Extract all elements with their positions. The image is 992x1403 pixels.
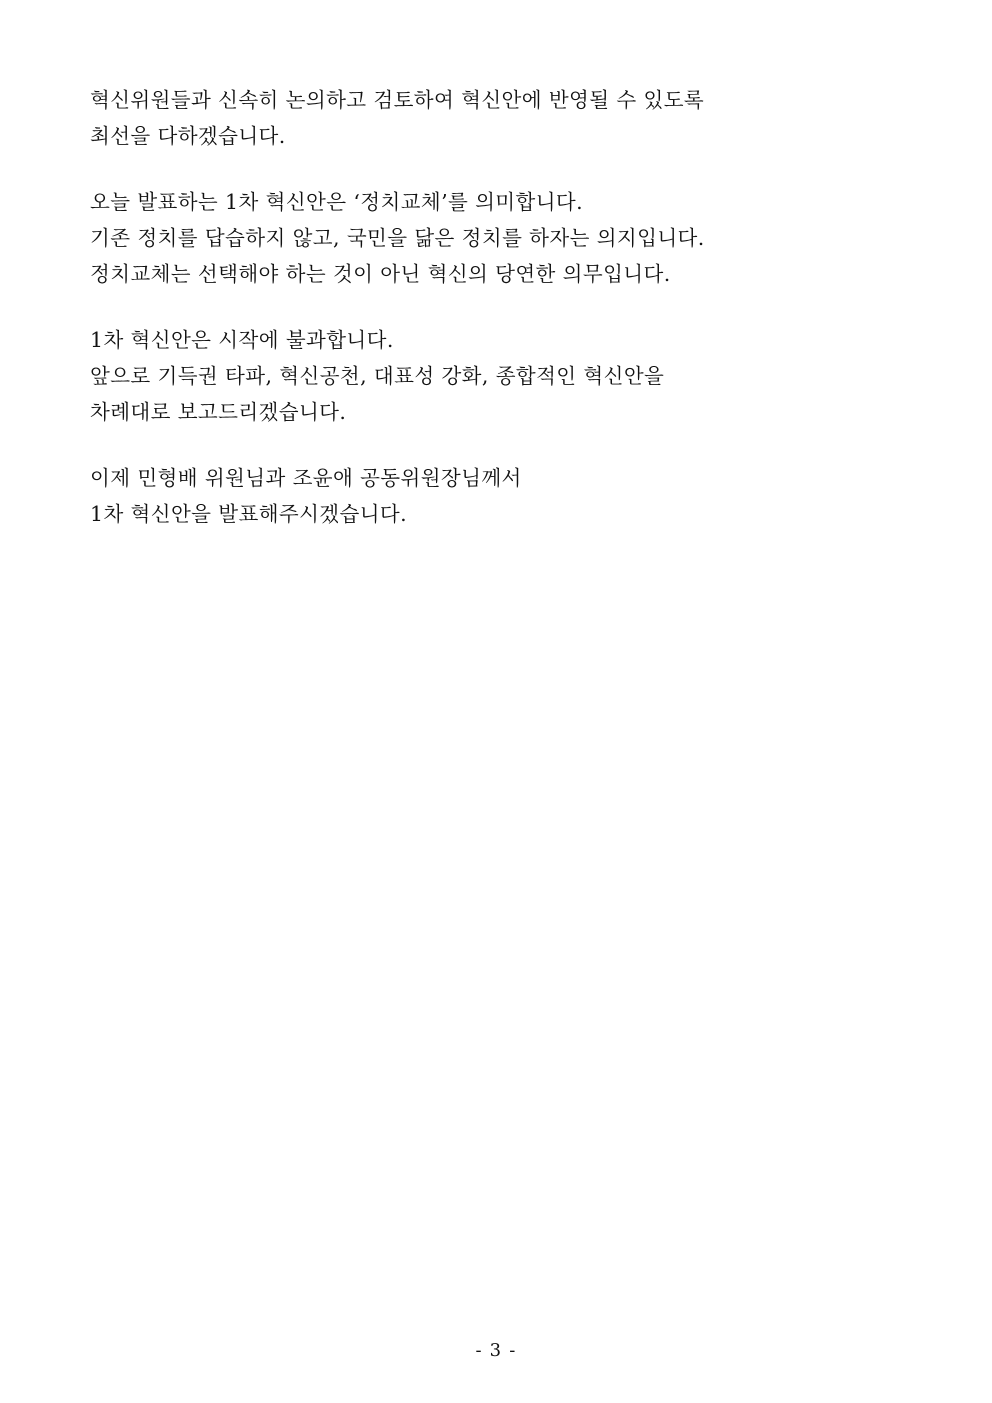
document-body [90, 82, 880, 532]
paragraph-line: 1차 혁신안을 발표해주시겠습니다. [90, 502, 408, 526]
paragraph-line: 차례대로 보고드리겠습니다. [90, 400, 347, 424]
page-number: - 3 - [475, 1340, 517, 1361]
paragraph-2 [90, 184, 880, 292]
paragraph-line: 이제 민형배 위원님과 조윤애 공동위원장님께서 [90, 466, 522, 490]
paragraph-line: 혁신위원들과 신속히 논의하고 검토하여 혁신안에 반영될 수 있도록 [90, 88, 705, 112]
paragraph-line: 정치교체는 선택해야 하는 것이 아닌 혁신의 당연한 의무입니다. [90, 262, 671, 286]
paragraph-line: 오늘 발표하는 1차 혁신안은 ‘정치교체’를 의미합니다. [90, 190, 584, 214]
page-footer [0, 1340, 992, 1361]
paragraph-1 [90, 82, 880, 154]
paragraph-3 [90, 322, 880, 430]
paragraph-line: 기존 정치를 답습하지 않고, 국민을 닮은 정치를 하자는 의지입니다. [90, 226, 705, 250]
paragraph-line: 앞으로 기득권 타파, 혁신공천, 대표성 강화, 종합적인 혁신안을 [90, 364, 665, 388]
paragraph-line: 최선을 다하겠습니다. [90, 124, 286, 148]
paragraph-line: 1차 혁신안은 시작에 불과합니다. [90, 328, 394, 352]
paragraph-4 [90, 460, 880, 532]
